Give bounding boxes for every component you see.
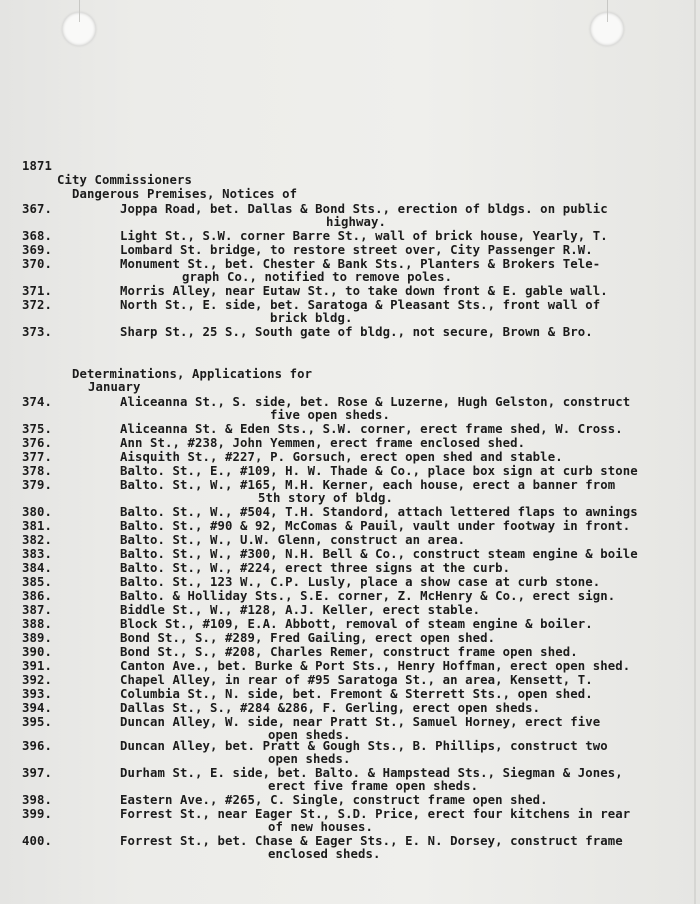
entry-number: 388. (22, 617, 53, 631)
entry-number: 393. (22, 687, 53, 701)
entry-number: 369. (22, 243, 53, 257)
entry-text: Joppa Road, bet. Dallas & Bond Sts., erection of bldgs. on public (120, 202, 608, 216)
entry-number: 396. (22, 739, 53, 753)
paper-crease (79, 0, 80, 22)
entry-number: 391. (22, 659, 53, 673)
entry-number: 383. (22, 547, 53, 561)
entry-text: Monument St., bet. Chester & Bank Sts., Planters & Brokers Tele- (120, 257, 601, 271)
entry-number: 373. (22, 325, 53, 339)
entry-number: 367. (22, 202, 53, 216)
entry-number: 377. (22, 450, 53, 464)
entry-text: Ann St., #238, John Yemmen, erect frame enclosed shed. (120, 436, 526, 450)
entry-continuation: five open sheds. (270, 408, 391, 422)
entry-text: Forrest St., near Eager St., S.D. Price, erect four kitchens in rear (120, 807, 631, 821)
entry-text: Balto. St., 123 W., C.P. Lusly, place a show case at curb stone. (120, 575, 601, 589)
entry-text: Balto. St., W., U.W. Glenn, construct an area. (120, 533, 466, 547)
entry-text: Canton Ave., bet. Burke & Port Sts., Henry Hoffman, erect open shed. (120, 659, 631, 673)
section-heading-premises: Dangerous Premises, Notices of (72, 187, 298, 201)
entry-number: 380. (22, 505, 53, 519)
entry-number: 376. (22, 436, 53, 450)
entry-text: North St., E. side, bet. Saratoga & Pleasant Sts., front wall of (120, 298, 601, 312)
entry-text: Columbia St., N. side, bet. Fremont & Sterrett Sts., open shed. (120, 687, 593, 701)
entry-text: Bond St., S., #208, Charles Remer, construct frame open shed. (120, 645, 578, 659)
entry-text: Biddle St., W., #128, A.J. Keller, erect stable. (120, 603, 481, 617)
entry-number: 371. (22, 284, 53, 298)
entry-text: Balto. St., W., #300, N.H. Bell & Co., construct steam engine & boile (120, 547, 638, 561)
entry-number: 370. (22, 257, 53, 271)
entry-number: 374. (22, 395, 53, 409)
entry-text: Balto. & Holliday Sts., S.E. corner, Z. McHenry & Co., erect sign. (120, 589, 616, 603)
entry-number: 386. (22, 589, 53, 603)
entry-text: Balto. St., E., #109, H. W. Thade & Co., place box sign at curb stone (120, 464, 638, 478)
entry-number: 397. (22, 766, 53, 780)
department-heading: City Commissioners (57, 173, 193, 187)
entry-text: Balto. St., W., #504, T.H. Standord, attach lettered flaps to awnings (120, 505, 638, 519)
entry-text: Sharp St., 25 S., South gate of bldg., not secure, Brown & Bro. (120, 325, 593, 339)
entry-text: Duncan Alley, bet. Pratt & Gough Sts., B. Phillips, construct two (120, 739, 608, 753)
month-heading: January (88, 380, 141, 394)
entry-number: 387. (22, 603, 53, 617)
entry-text: Duncan Alley, W. side, near Pratt St., Samuel Horney, erect five (120, 715, 601, 729)
entry-continuation: graph Co., notified to remove poles. (182, 270, 453, 284)
entry-number: 382. (22, 533, 53, 547)
entry-text: Morris Alley, near Eutaw St., to take down front & E. gable wall. (120, 284, 608, 298)
entry-number: 381. (22, 519, 53, 533)
entry-number: 399. (22, 807, 53, 821)
entry-text: Durham St., E. side, bet. Balto. & Hampstead Sts., Siegman & Jones, (120, 766, 623, 780)
entry-number: 400. (22, 834, 53, 848)
entry-text: Balto. St., #90 & 92, McComas & Pauil, vault under footway in front. (120, 519, 631, 533)
entry-text: Balto. St., W., #224, erect three signs at the curb. (120, 561, 511, 575)
entry-continuation: erect five frame open sheds. (268, 779, 479, 793)
entry-continuation: 5th story of bldg. (258, 491, 394, 505)
entry-continuation: highway. (326, 215, 387, 229)
paper-crease (607, 0, 608, 22)
entry-continuation: open sheds. (268, 752, 351, 766)
entry-text: Block St., #109, E.A. Abbott, removal of steam engine & boiler. (120, 617, 593, 631)
entry-number: 394. (22, 701, 53, 715)
entry-number: 385. (22, 575, 53, 589)
entry-number: 378. (22, 464, 53, 478)
entry-text: Aisquith St., #227, P. Gorsuch, erect open shed and stable. (120, 450, 563, 464)
entry-number: 390. (22, 645, 53, 659)
entry-number: 372. (22, 298, 53, 312)
entry-text: Forrest St., bet. Chase & Eager Sts., E. N. Dorsey, construct frame (120, 834, 623, 848)
entry-continuation: of new houses. (268, 820, 374, 834)
entry-number: 392. (22, 673, 53, 687)
entry-text: Bond St., S., #289, Fred Gailing, erect open shed. (120, 631, 496, 645)
entry-number: 384. (22, 561, 53, 575)
entry-number: 368. (22, 229, 53, 243)
entry-number: 389. (22, 631, 53, 645)
section-heading-determinations: Determinations, Applications for (72, 367, 313, 381)
entry-text: Lombard St. bridge, to restore street over, City Passenger R.W. (120, 243, 593, 257)
entry-continuation: open sheds. (268, 728, 351, 742)
entry-text: Aliceanna St., S. side, bet. Rose & Luzerne, Hugh Gelston, construct (120, 395, 631, 409)
entry-continuation: enclosed sheds. (268, 847, 381, 861)
entry-text: Aliceanna St. & Eden Sts., S.W. corner, erect frame shed, W. Cross. (120, 422, 623, 436)
entry-number: 398. (22, 793, 53, 807)
entry-text: Eastern Ave., #265, C. Single, construct frame open shed. (120, 793, 548, 807)
entry-number: 379. (22, 478, 53, 492)
entry-text: Dallas St., S., #284 &286, F. Gerling, erect open sheds. (120, 701, 541, 715)
entry-text: Chapel Alley, in rear of #95 Saratoga St., an area, Kensett, T. (120, 673, 593, 687)
entry-continuation: brick bldg. (270, 311, 353, 325)
entry-text: Balto. St., W., #165, M.H. Kerner, each house, erect a banner from (120, 478, 616, 492)
entry-text: Light St., S.W. corner Barre St., wall of brick house, Yearly, T. (120, 229, 608, 243)
year-heading: 1871 (22, 159, 53, 173)
entry-number: 375. (22, 422, 53, 436)
entry-number: 395. (22, 715, 53, 729)
paper-edge (694, 0, 696, 904)
